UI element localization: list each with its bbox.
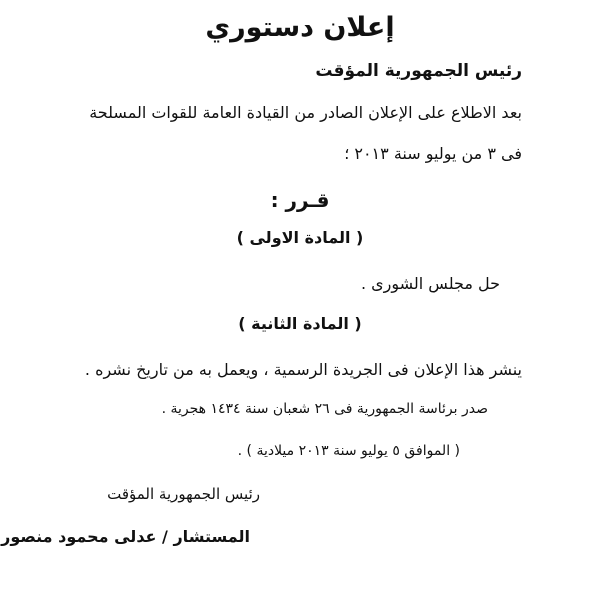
signer-name: المستشار / عدلى محمود منصور xyxy=(1,527,250,546)
article-2-text: ينشر هذا الإعلان فى الجريدة الرسمية ، ويعمل به من تاريخ نشره . xyxy=(84,360,522,379)
article-2-heading: ( المادة الثانية ) xyxy=(238,314,362,333)
article-1-text: حل مجلس الشورى . xyxy=(360,274,500,293)
preamble-line-2: فى ٣ من يوليو سنة ٢٠١٣ ؛ xyxy=(344,144,522,163)
signer-title: رئيس الجمهورية المؤقت xyxy=(107,485,260,503)
decided-heading: قـرر : xyxy=(270,188,330,212)
decree-title: إعلان دستوري xyxy=(205,12,395,43)
issued-date-hijri: صدر برئاسة الجمهورية فى ٢٦ شعبان سنة ١٤٣٤ هجرية . xyxy=(161,401,488,417)
article-1-heading: ( المادة الاولى ) xyxy=(236,228,364,247)
issued-date-gregorian: ( الموافق ٥ يوليو سنة ٢٠١٣ ميلادية ) . xyxy=(237,443,460,459)
preamble-line-1: بعد الاطلاع على الإعلان الصادر من القيادة العامة للقوات المسلحة xyxy=(89,103,522,122)
issuer-title: رئيس الجمهورية المؤقت xyxy=(315,61,522,81)
